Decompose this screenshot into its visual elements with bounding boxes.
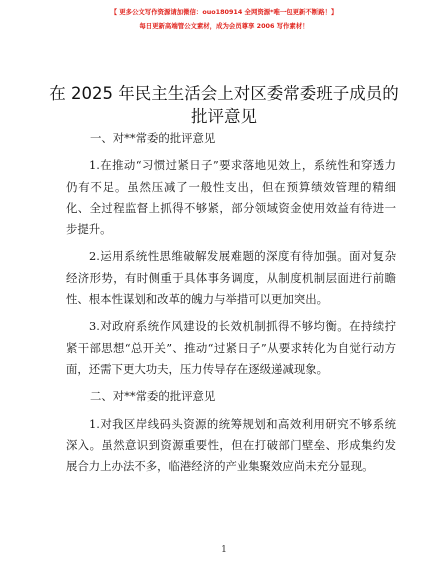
- section-heading-2: 二、对**常委的批评意见: [90, 389, 216, 404]
- document-title: [40, 82, 408, 128]
- title-line-1: 在 2025 年民主生活会上对区委常委班子成员的: [49, 84, 399, 103]
- promo-banner: [0, 5, 448, 33]
- section-heading-1: 一、对**常委的批评意见: [90, 131, 216, 145]
- banner-line-1: 【 更多公文写作资源请加微信：ouo180914 全网资源*唯一包更新不断路！】: [110, 8, 338, 16]
- document-body: [66, 128, 396, 483]
- page-number: 1: [221, 545, 227, 555]
- paragraph: 3.对政府系统作风建设的长效机制抓得不够均衡。在持续拧紧干部思想“总开关”、推动“过紧日子”从要求转化为自觉行动方面，还需下更大功夫，压力传导存在逐级递减现象。: [66, 319, 396, 376]
- paragraph: 1.对我区岸线码头资源的统筹规划和高效利用研究不够系统深入。虽然意识到资源重要性，但在打破部门壁垒、形成集约发展合力上办法不多，临港经济的产业集聚效应尚未充分显现。: [66, 416, 396, 474]
- paragraph: 1.在推动“习惯过紧日子”要求落地见效上，系统性和穿透力仍有不足。虽然压减了一般性支出，但在预算绩效管理的精细化、全过程监督上抓得不够紧，部分领域资金使用效益有待进一步提升。: [66, 158, 396, 237]
- banner-line-2: 每日更新高端管公文素材，成为会员尊享 2006 写作素材！: [139, 22, 309, 30]
- title-line-2: 批评意见: [191, 107, 257, 126]
- paragraph: 2.运用系统性思维破解发展难题的深度有待加强。面对复杂经济形势，有时侧重于具体事务调度，从制度机制层面进行前瞻性、根本性谋划和改革的魄力与举措可以更加突出。: [66, 249, 396, 307]
